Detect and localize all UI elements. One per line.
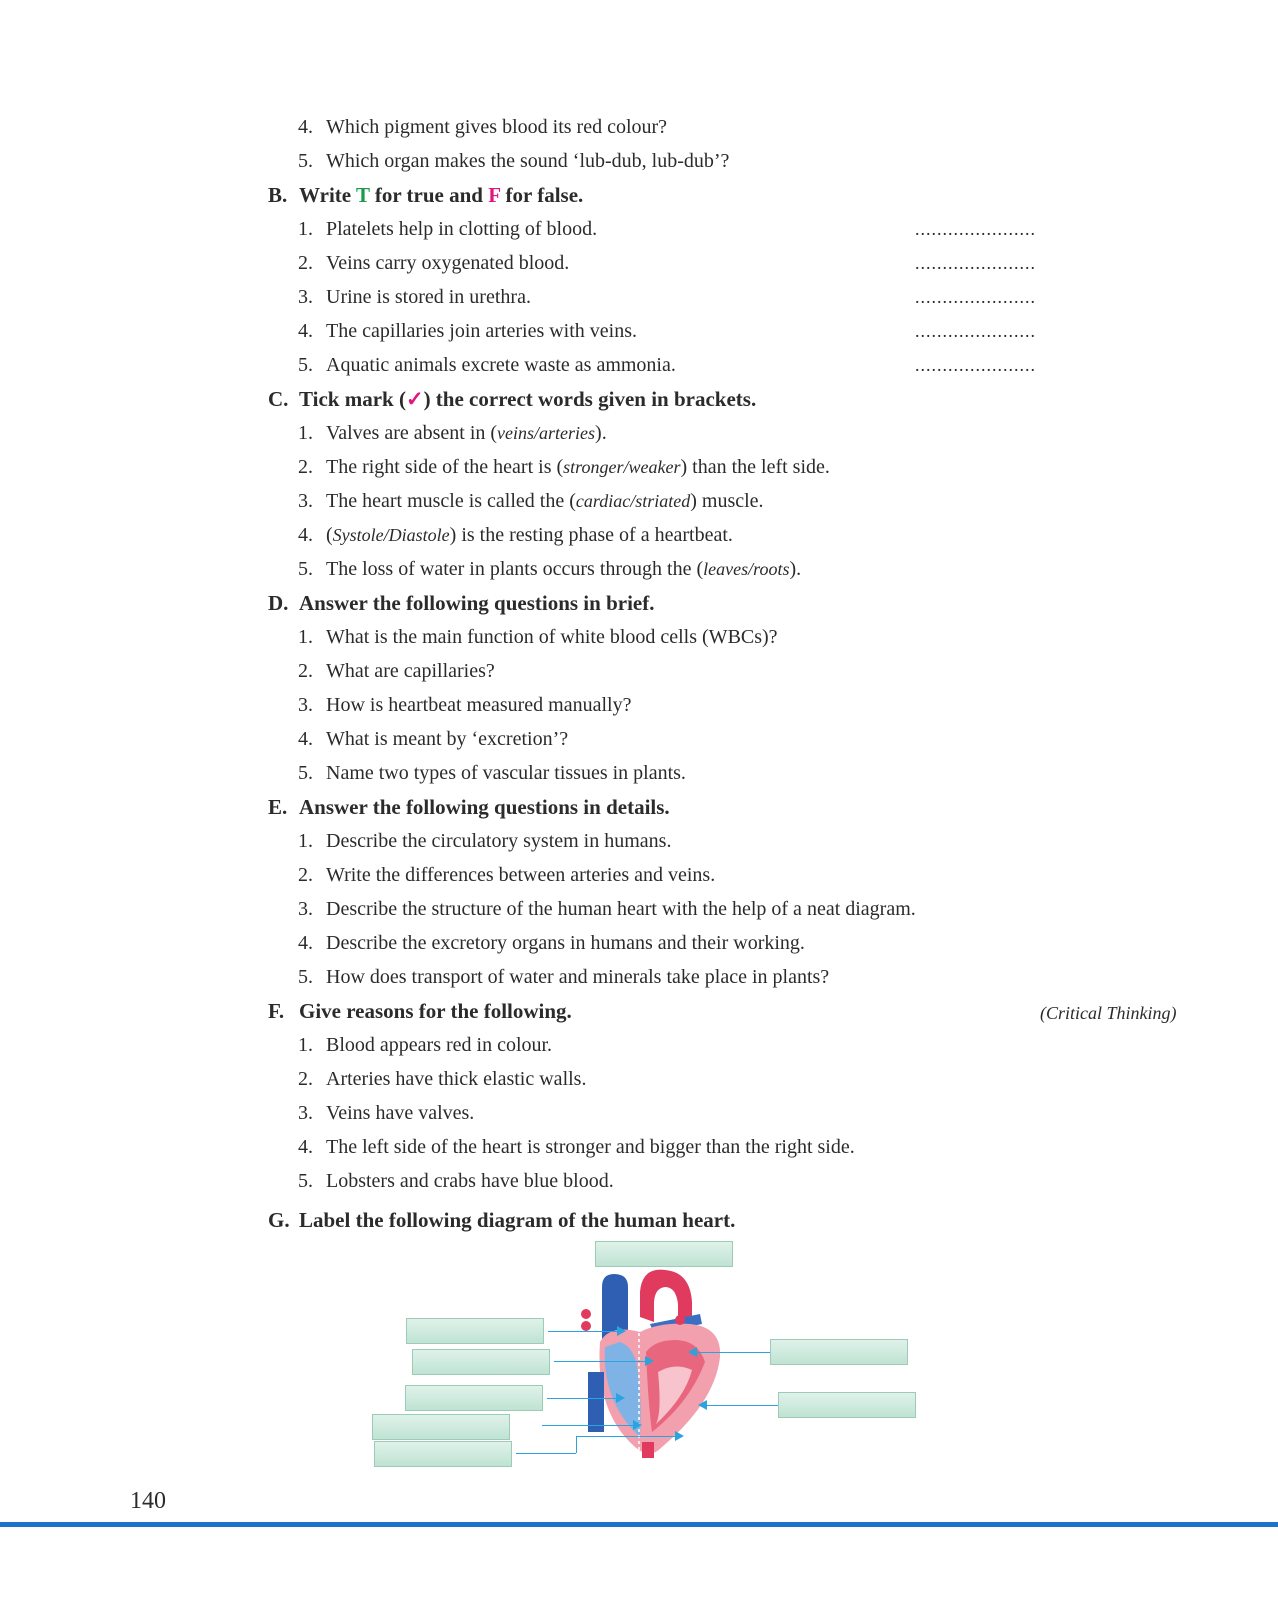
label-box-left-5[interactable] [374, 1441, 512, 1467]
label-box-left-1[interactable] [406, 1318, 544, 1344]
section-g-heading: G. Label the following diagram of the human heart. [268, 1208, 736, 1232]
section-c-heading: C. Tick mark (✓) the correct words given in brackets. [268, 387, 757, 411]
answer-blank-b-5[interactable]: ...................... [915, 355, 1036, 375]
footer-rule [0, 1522, 1278, 1527]
question-e-3: 3. Describe the structure of the human heart with the help of a neat diagram. [298, 898, 916, 920]
pointer-line-left-5a [516, 1453, 576, 1454]
pointer-line-left-1 [548, 1331, 618, 1332]
arrow-right-icon [633, 1420, 642, 1430]
page-number: 140 [130, 1488, 166, 1514]
question-d-3: 3. How is heartbeat measured manually? [298, 694, 632, 716]
question-d-5: 5. Name two types of vascular tissues in plants. [298, 762, 686, 784]
label-box-left-2[interactable] [412, 1349, 550, 1375]
question-d-1: 1. What is the main function of white blood cells (WBCs)? [298, 626, 778, 648]
section-d-heading: D. Answer the following questions in brief. [268, 591, 655, 615]
question-b-5: 5. Aquatic animals excrete waste as ammonia. [298, 354, 676, 376]
critical-thinking-note: (Critical Thinking) [1040, 1003, 1177, 1023]
pointer-line-left-5c [576, 1436, 676, 1437]
question-f-1: 1. Blood appears red in colour. [298, 1034, 553, 1056]
question-e-5: 5. How does transport of water and minerals take place in plants? [298, 966, 830, 988]
question-e-1: 1. Describe the circulatory system in humans. [298, 830, 672, 852]
tick-mark-icon: ✓ [405, 387, 424, 411]
false-letter: F [488, 183, 501, 207]
question-e-4: 4. Describe the excretory organs in humans and their working. [298, 932, 805, 954]
answer-blank-b-3[interactable]: ...................... [915, 287, 1036, 307]
bracket-options[interactable]: veins/arteries [497, 423, 596, 443]
descending-vessel [642, 1442, 654, 1458]
question-d-2: 2. What are capillaries? [298, 660, 495, 682]
bracket-options[interactable]: leaves/roots [703, 559, 790, 579]
arrow-left-icon [688, 1347, 697, 1357]
question-c-2: 2. The right side of the heart is (stronger/weaker) than the left side. [298, 456, 830, 478]
question-f-5: 5. Lobsters and crabs have blue blood. [298, 1170, 614, 1192]
pointer-line-right-2 [706, 1405, 778, 1406]
pointer-line-left-4 [542, 1425, 634, 1426]
answer-blank-b-1[interactable]: ...................... [915, 219, 1036, 239]
question-c-3: 3. The heart muscle is called the (cardiac/striated) muscle. [298, 490, 764, 512]
label-box-right-1[interactable] [770, 1339, 908, 1365]
question-a-5: 5. Which organ makes the sound ‘lub-dub, lub-dub’? [298, 150, 730, 172]
vessel-stub [675, 1315, 685, 1325]
section-f-heading: F. Give reasons for the following. [268, 999, 572, 1023]
arrow-right-icon [645, 1356, 654, 1366]
inferior-vena-cava [588, 1372, 604, 1432]
pointer-line-left-5b [576, 1436, 577, 1453]
vessel-stub [581, 1321, 591, 1331]
question-b-3: 3. Urine is stored in urethra. [298, 286, 531, 308]
question-b-1: 1. Platelets help in clotting of blood. [298, 218, 598, 240]
question-f-4: 4. The left side of the heart is stronger and bigger than the right side. [298, 1136, 855, 1158]
heart-diagram [580, 1262, 750, 1462]
section-e-heading: E. Answer the following questions in details. [268, 795, 670, 819]
question-a-4: 4. Which pigment gives blood its red colour? [298, 116, 668, 138]
label-box-right-2[interactable] [778, 1392, 916, 1418]
answer-blank-b-4[interactable]: ...................... [915, 321, 1036, 341]
pointer-line-left-2 [554, 1361, 646, 1362]
true-letter: T [355, 183, 370, 207]
answer-blank-b-2[interactable]: ...................... [915, 253, 1036, 273]
vessel-stub [581, 1309, 591, 1319]
pointer-line-left-3 [547, 1398, 617, 1399]
question-c-5: 5. The loss of water in plants occurs through the (leaves/roots). [298, 558, 802, 580]
arrow-right-icon [617, 1326, 626, 1336]
question-c-1: 1. Valves are absent in (veins/arteries). [298, 422, 607, 444]
arrow-right-icon [675, 1431, 684, 1441]
bracket-options[interactable]: cardiac/striated [575, 491, 691, 511]
arrow-right-icon [616, 1393, 625, 1403]
question-f-2: 2. Arteries have thick elastic walls. [298, 1068, 587, 1090]
arrow-left-icon [698, 1400, 707, 1410]
question-b-4: 4. The capillaries join arteries with veins. [298, 320, 638, 342]
label-box-left-3[interactable] [405, 1385, 543, 1411]
question-b-2: 2. Veins carry oxygenated blood. [298, 252, 570, 274]
question-d-4: 4. What is meant by ‘excretion’? [298, 728, 569, 750]
bracket-options[interactable]: Systole/Diastole [332, 525, 450, 545]
label-box-left-4[interactable] [372, 1414, 510, 1440]
section-b-heading: B. Write T for true and F for false. [268, 183, 584, 207]
question-c-4: 4. (Systole/Diastole) is the resting phase of a heartbeat. [298, 524, 733, 546]
label-box-top[interactable] [595, 1241, 733, 1267]
question-e-2: 2. Write the differences between arteries and veins. [298, 864, 716, 886]
question-f-3: 3. Veins have valves. [298, 1102, 475, 1124]
pointer-line-right-1 [696, 1352, 770, 1353]
bracket-options[interactable]: stronger/weaker [563, 457, 681, 477]
